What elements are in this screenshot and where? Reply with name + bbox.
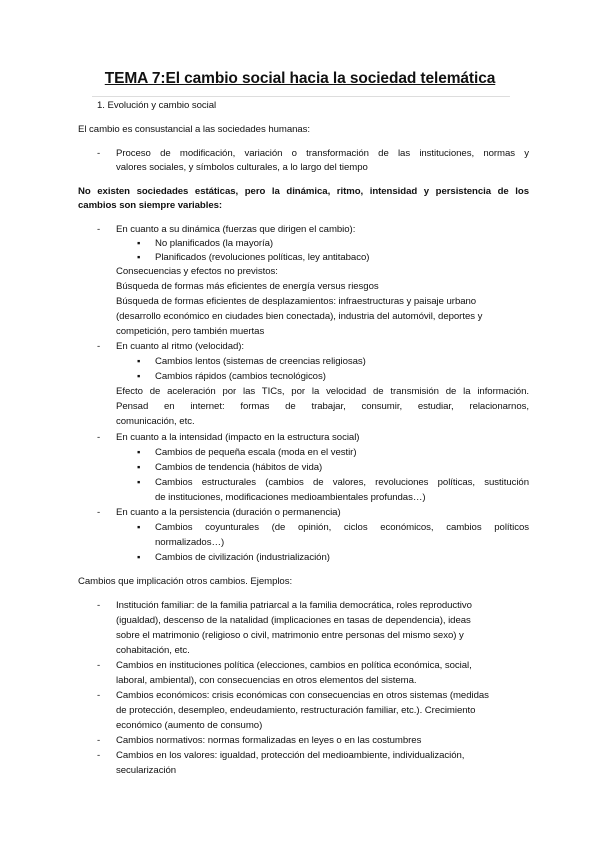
sub-list-item: Cambios de pequeña escala (moda en el vestir) — [155, 447, 357, 458]
bullet-marker: ▪ — [137, 522, 141, 533]
text-line: Búsqueda de formas eficientes de desplazamientos: infraestructuras y paisaje urbano — [116, 296, 477, 307]
sub-list-item: Cambios rápidos (cambios tecnológicos) — [155, 371, 326, 382]
sub-list-item: Cambios de civilización (industrialización) — [155, 552, 330, 563]
list-item-heading: En cuanto a su dinámica (fuerzas que dirigen el cambio): — [116, 224, 356, 235]
sub-list-item: de instituciones, modificaciones medioambientales profundas…) — [155, 492, 426, 503]
list-item-line: secularización — [116, 765, 177, 776]
sub-list-item: normalizados…) — [155, 537, 225, 548]
sub-list-item: Cambios de tendencia (hábitos de vida) — [155, 462, 323, 473]
bullet-marker: ▪ — [137, 252, 141, 263]
sub-list-item: No planificados (la mayoría) — [155, 238, 274, 249]
bullet-marker: ▪ — [137, 552, 141, 563]
list-item-line: Cambios en instituciones política (elecciones, cambios en política económica, social, — [116, 660, 472, 671]
bullet-marker: ▪ — [137, 447, 141, 458]
list-item-line: Cambios normativos: normas formalizadas en leyes o en las costumbres — [116, 735, 422, 746]
list-item-line: cohabitación, etc. — [116, 645, 190, 656]
dash-marker: - — [97, 432, 101, 443]
list-item-line: (igualdad), descenso de la natalidad (implicaciones en tasas de dependencia), ideas — [116, 615, 471, 626]
title-divider — [92, 96, 510, 97]
sub-list-item: Planificados (revoluciones políticas, ley antitabaco) — [155, 252, 370, 263]
dash-marker: - — [97, 660, 101, 671]
dash-marker: - — [97, 690, 101, 701]
bold-paragraph-line: cambios son siempre variables: — [78, 200, 223, 211]
text-line: comunicación, etc. — [116, 416, 195, 427]
list-item-heading: En cuanto a la intensidad (impacto en la estructura social) — [116, 432, 360, 443]
paragraph: Cambios que implicación otros cambios. Ejemplos: — [78, 576, 293, 587]
dash-marker: - — [97, 148, 101, 159]
bullet-marker: ▪ — [137, 238, 141, 249]
list-item-line: valores sociales, y símbolos culturales, a lo largo del tiempo — [116, 162, 368, 173]
text-line: Búsqueda de formas más eficientes de energía versus riesgos — [116, 281, 379, 292]
text-line: competición, pero también muertas — [116, 326, 265, 337]
bullet-marker: ▪ — [137, 356, 141, 367]
dash-marker: - — [97, 224, 101, 235]
sub-list-item: Cambios coyunturales (de opinión, ciclos económicos, cambios políticos — [155, 522, 529, 533]
text-line: Pensad en internet: formas de trabajar, consumir, estudiar, relacionarnos, — [116, 401, 529, 412]
list-item-line: Institución familiar: de la familia patriarcal a la familia democrática, roles reproductivo — [116, 600, 472, 611]
dash-marker: - — [97, 600, 101, 611]
list-item-line: Cambios en los valores: igualdad, protección del medioambiente, individualización, — [116, 750, 465, 761]
bullet-marker: ▪ — [137, 462, 141, 473]
list-item-line: económico (aumento de consumo) — [116, 720, 263, 731]
text-line: Efecto de aceleración por las TICs, por la velocidad de transmisión de la información. — [116, 386, 529, 397]
dash-marker: - — [97, 341, 101, 352]
text-line: Consecuencias y efectos no previstos: — [116, 266, 278, 277]
dash-marker: - — [97, 750, 101, 761]
text-line: (desarrollo económico en ciudades bien conectada), industria del automóvil, deportes y — [116, 311, 483, 322]
dash-marker: - — [97, 507, 101, 518]
dash-marker: - — [97, 735, 101, 746]
section-heading: 1. Evolución y cambio social — [97, 100, 217, 111]
bullet-marker: ▪ — [137, 477, 141, 488]
list-item-line: sobre el matrimonio (religioso o civil, matrimonio entre personas del mismo sexo) y — [116, 630, 464, 641]
page-title: TEMA 7:El cambio social hacia la sociedad telemática — [104, 70, 496, 87]
sub-list-item: Cambios lentos (sistemas de creencias religiosas) — [155, 356, 366, 367]
list-item-line: Cambios económicos: crisis económicas con consecuencias en otros sistemas (medidas — [116, 690, 489, 701]
list-item-line: laboral, ambiental), con consecuencias en otros elementos del sistema. — [116, 675, 417, 686]
bold-paragraph-line: No existen sociedades estáticas, pero la dinámica, ritmo, intensidad y persistencia de los — [78, 186, 529, 197]
list-item-heading: En cuanto al ritmo (velocidad): — [116, 341, 245, 352]
bullet-marker: ▪ — [137, 371, 141, 382]
sub-list-item: Cambios estructurales (cambios de valores, revoluciones políticas, sustitución — [155, 477, 529, 488]
list-item-line: Proceso de modificación, variación o transformación de las instituciones, normas y — [116, 148, 529, 159]
paragraph: El cambio es consustancial a las sociedades humanas: — [78, 124, 311, 135]
list-item-line: de protección, desempleo, endeudamiento, restructuración familiar, etc.). Crecimiento — [116, 705, 476, 716]
list-item-heading: En cuanto a la persistencia (duración o permanencia) — [116, 507, 341, 518]
